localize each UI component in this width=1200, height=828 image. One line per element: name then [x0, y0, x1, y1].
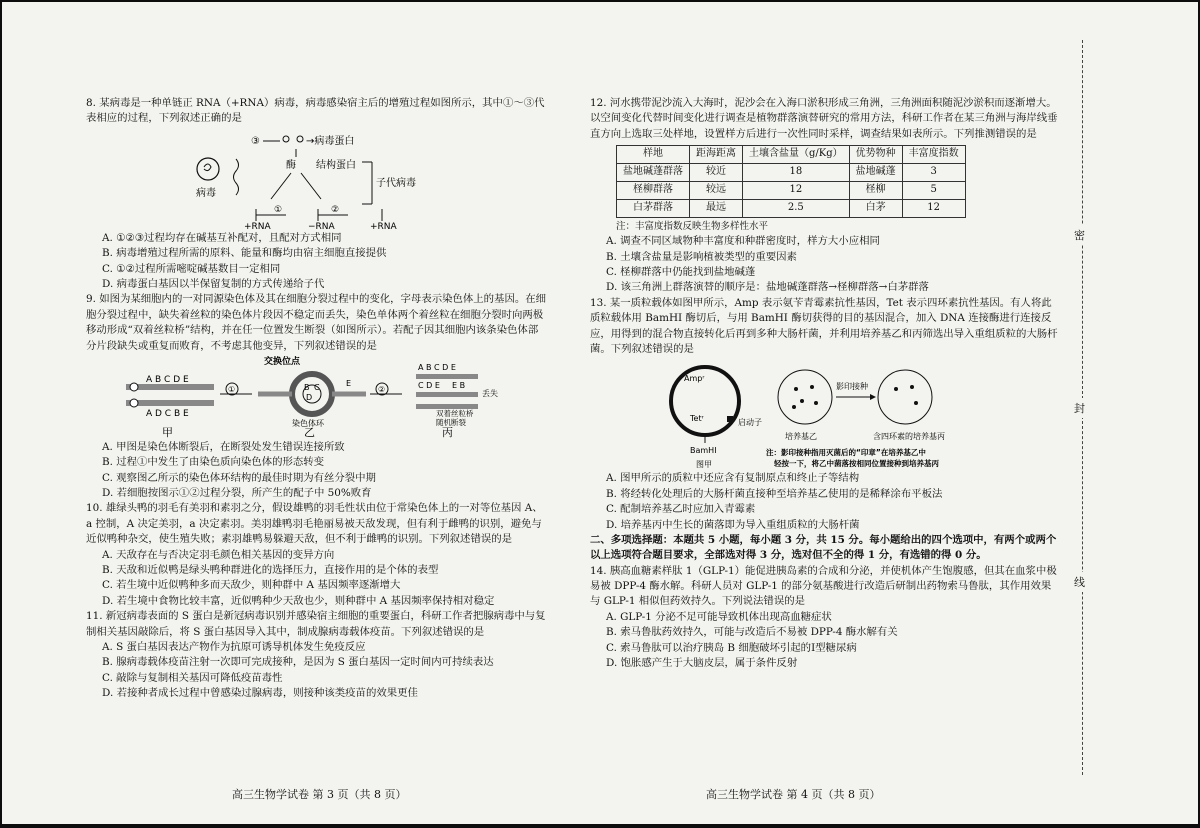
table-cell: 较近: [690, 164, 743, 182]
virus-replication-diagram: [86, 129, 548, 229]
q14-option-a[interactable]: A. GLP-1 分泌不足可能导致机体出现高血糖症状: [606, 610, 832, 623]
q14-option-c[interactable]: C. 索马鲁肽可以治疗胰岛 B 细胞破坏引起的Ⅰ型糖尿病: [606, 641, 857, 654]
fig-yi: 乙: [304, 425, 315, 438]
table-header-cell: 样地: [617, 146, 690, 164]
table-cell: 3: [902, 164, 965, 182]
fig-tet: Tetʳ: [690, 414, 704, 424]
q13-option-c[interactable]: C. 配制培养基乙时应加入青霉素: [606, 503, 756, 516]
fig-rna-pos2: +RNA: [370, 221, 397, 229]
fig-step2: ②: [378, 384, 386, 394]
fig-promoter: 启动子: [738, 418, 762, 428]
fig-progeny: 子代病毒: [376, 177, 416, 189]
chromosome-bridge-diagram: [86, 356, 548, 438]
fig-cross-site: 交换位点: [264, 356, 301, 367]
fig-yi-b: B: [304, 382, 310, 392]
fig-replica: 影印接种: [836, 382, 868, 392]
table-cell: 较远: [690, 182, 743, 200]
q8-options: [86, 231, 548, 293]
q14-stem: 14. 胰高血糖素样肽 1（GLP-1）能促进胰岛素的合成和分泌，并使机体产生饱腹感，但其在血浆中极易被 DPP-4 酶水解。科研人员对 GLP-1 的部分氨基酸进行改造后研制出药物索马鲁肽，其作用效果与 GLP-1 相似但药效持久。下列说法错误的是: [590, 564, 1057, 608]
q12-option-d[interactable]: D. 该三角洲上群落演替的顺序是：盐地碱蓬群落→柽柳群落→白茅群落: [606, 281, 929, 294]
q12-options: [590, 234, 1060, 296]
left-column: [86, 96, 548, 702]
table-cell: 2.5: [743, 200, 850, 218]
q9-figure: [86, 356, 548, 438]
q11-option-b[interactable]: B. 腺病毒载体疫苗注射一次即可完成接种，是因为 S 蛋白基因一定时间内可持续表达: [102, 656, 494, 669]
table-header-cell: 丰富度指数: [902, 146, 965, 164]
q9-stem: 9. 如图为某细胞内的一对同源染色体及其在细胞分裂过程中的变化，字母表示染色体上的基因。在细胞分裂过程中，缺失着丝粒的染色体片段因不稳定而丢失，染色单体两个着丝粒在细胞分裂时向两极移动形成“双着丝粒桥”结构，并在任一位置发生断裂（如图所示）。若配子因其细胞内该条染色体部分片段缺失或重复而败育，不考虑其他变异，下列叙述错误的是: [86, 293, 547, 352]
fig-yi-c: C: [314, 382, 320, 392]
table-header-cell: 距海距离: [690, 146, 743, 164]
q8-option-c[interactable]: C. ①②过程所需嘧啶碱基数目一定相同: [102, 262, 281, 275]
fig-c1: ①: [274, 204, 283, 215]
table-cell: 盐地碱蓬: [849, 164, 902, 182]
q8-stem: 8. 某病毒是一种单链正 RNA（+RNA）病毒，病毒感染宿主后的增殖过程如图所示，其中①～③代表相应的过程，下列叙述正确的是: [86, 97, 545, 125]
fig-top-genes: A B C D E: [146, 374, 189, 385]
table-cell: 5: [902, 182, 965, 200]
q13-options: [590, 471, 1060, 533]
fig-rna-pos1: +RNA: [244, 221, 271, 229]
fig-virus: 病毒: [196, 187, 216, 199]
q8-figure: [86, 129, 548, 229]
fig-amp: Ampʳ: [684, 374, 705, 384]
fig-bing-top: A B C D E: [418, 362, 456, 372]
q10-option-d[interactable]: D. 若生境中食物比较丰富，近似鸭种少天敌也少，则种群中 A 基因频率保持相对稳定: [102, 594, 495, 607]
q13-stem: 13. 某一质粒载体如图甲所示，Amp 表示氨苄青霉素抗性基因，Tet 表示四环素抗性基因。有人将此质粒载体用 BamHI 酶切后，与用 BamHI 酶切获得的目的基因混合，加入 DNA 连接酶进行连接反应，用得到的混合物直接转化后再到多种大肠杆菌，并利用培养基乙和丙筛选出导入重组质粒的大肠杆菌。下列叙述错误的是: [590, 296, 1058, 355]
q13-option-a[interactable]: A. 图甲所示的质粒中还应含有复制原点和终止子等结构: [606, 472, 860, 485]
q14-options: [590, 610, 1060, 672]
q12-option-b[interactable]: B. 土壤含盐量是影响植被类型的重要因素: [606, 250, 797, 263]
table-cell: 18: [743, 164, 850, 182]
q12-note: 注：丰富度指数反映生物多样性水平: [616, 221, 769, 233]
fig-struct-protein: 结构蛋白: [316, 159, 356, 171]
fig-bamhi: BamHI: [690, 446, 717, 456]
q14-option-b[interactable]: B. 索马鲁肽药效持久，可能与改造后不易被 DPP-4 酶水解有关: [606, 626, 898, 639]
q14-option-d[interactable]: D. 饱胀感产生于大脑皮层，属于条件反射: [606, 657, 798, 670]
fig-yi-d: D: [306, 392, 313, 402]
q12-table: [616, 145, 966, 218]
table-cell: 白茅群落: [617, 200, 690, 218]
q10-options: [86, 548, 548, 610]
table-cell: 白茅: [849, 200, 902, 218]
fig-lost: 丢失: [482, 388, 498, 398]
q11-option-d[interactable]: D. 若接种者成长过程中曾感染过腺病毒，则接种该类疫苗的效果更佳: [102, 687, 418, 700]
q10-option-b[interactable]: B. 天敌和近似鸭是绿头鸭种群进化的选择压力，直接作用的是个体的表型: [102, 564, 439, 577]
q9-option-d[interactable]: D. 若细胞按图示①②过程分裂，所产生的配子中 50%败育: [102, 487, 372, 500]
q9-option-c[interactable]: C. 观察图乙所示的染色体环结构的最佳时期为有丝分裂中期: [102, 471, 376, 484]
q8-option-a[interactable]: A. ①②③过程均存在碱基互补配对，且配对方式相同: [102, 231, 342, 244]
fig-step1: ①: [228, 384, 236, 394]
fig-virus-protein: →病毒蛋白: [306, 135, 355, 147]
q10-option-c[interactable]: C. 若生境中近似鸭种多而天敌少，则种群中 A 基因频率逐渐增大: [102, 579, 401, 592]
fig-bing: 丙: [442, 425, 453, 438]
seal-char-feng: 封: [1074, 398, 1085, 418]
q12-stem: 12. 河水携带泥沙流入大海时，泥沙会在入海口淤积形成三角洲，三角洲面积随泥沙淤积而逐渐增大。以空间变化代替时间变化进行调查是植物群落演替研究的常用方法，科研工作者在某三角洲与海岸线垂直方向上选取三处样地，设置样方后进行一次性同时采样，调查结果如表所示。下列推测错误的是: [590, 97, 1058, 140]
q13-option-b[interactable]: B. 将经转化处理后的大肠杆菌直接种至培养基乙使用的是稀释涂布平板法: [606, 487, 943, 500]
fig-bridge: 双着丝粒桥: [436, 408, 474, 418]
q11-options: [86, 640, 548, 702]
table-header-row: [617, 146, 966, 164]
table-header-cell: 土壤含盐量（g/Kg）: [743, 146, 850, 164]
fig-rna-neg: −RNA: [308, 221, 335, 229]
section-2-heading: 二、多项选择题：本题共 5 小题，每小题 3 分，共 15 分。每小题给出的四个选项中，有两个或两个以上选项符合题目要求，全部选对得 3 分，选对但不全的得 1 分，有选错的得 0 分。: [590, 533, 1057, 562]
fig-enzyme: 酶: [286, 159, 296, 171]
seal-char-xian: 线: [1074, 572, 1085, 592]
fig-medium-c: 含四环素的培养基丙: [873, 432, 945, 442]
q8-option-b[interactable]: B. 病毒增殖过程所需的原料、能量和酶均由宿主细胞直接提供: [102, 247, 387, 260]
fig-note-1: 注：影印接种指用灭菌后的“印章”在培养基乙中: [766, 448, 926, 458]
q12-option-c[interactable]: C. 柽柳群落中仍能找到盐地碱蓬: [606, 266, 756, 278]
q13-option-d[interactable]: D. 培养基丙中生长的菌落即为导入重组质粒的大肠杆菌: [606, 518, 860, 531]
table-cell: 12: [743, 182, 850, 200]
fig-medium-b: 培养基乙: [785, 432, 817, 442]
q10-stem: 10. 雄绿头鸭的羽毛有美羽和素羽之分，假设雄鸭的羽毛性状由位于常染色体上的一对等位基因 A、a 控制，A 决定美羽，a 决定素羽。美羽雄鸭羽毛艳丽易被天敌发现，但有利于雌鸭的识别，避免与近似鸭种杂交，使生殖失败；素羽雄鸭易躲避天敌，但不利于雌鸭的识别。下列叙述错误的是: [86, 502, 543, 546]
q9-option-b[interactable]: B. 过程①中发生了由染色质向染色体的形态转变: [102, 456, 325, 469]
fig-jia: 图甲: [696, 460, 712, 470]
seal-char-mi: 密: [1074, 225, 1085, 245]
table-cell: 12: [902, 200, 965, 218]
fig-bot-genes: A D C B E: [146, 408, 189, 419]
table-cell: 最远: [690, 200, 743, 218]
fig-jia: 甲: [162, 425, 173, 438]
page-footer-left: 高三生物学试卷 第 3 页（共 8 页）: [232, 788, 407, 801]
table-row: [617, 164, 966, 182]
q9-options: [86, 440, 548, 502]
q11-option-c[interactable]: C. 敲除与复制相关基因可降低疫苗毒性: [102, 671, 283, 684]
plasmid-replica-diagram: [590, 359, 1060, 469]
right-column: [590, 96, 1060, 671]
table-cell: 柽柳: [849, 182, 902, 200]
q11-stem: 11. 新冠病毒表面的 S 蛋白是新冠病毒识别并感染宿主细胞的重要蛋白，科研工作者把腺病毒中与复制相关基因敲除后，将 S 蛋白基因导入其中，制成腺病毒载体疫苗。下列叙述错误的是: [86, 610, 546, 638]
page-footer-right: 高三生物学试卷 第 4 页（共 8 页）: [706, 788, 881, 801]
fig-yi-e: E: [346, 378, 352, 388]
fig-note-2: 轻按一下，将乙中菌落按相同位置接种到培养基丙: [774, 459, 939, 469]
fig-ring: 染色体环: [292, 418, 324, 428]
table-header-cell: 优势物种: [849, 146, 902, 164]
q10-option-a[interactable]: A. 天敌存在与否决定羽毛颜色相关基因的变异方向: [102, 548, 335, 561]
q13-figure: [590, 359, 1060, 469]
fig-c2: ②: [331, 204, 340, 215]
fig-c3: ③: [251, 135, 260, 147]
table-cell: 盐地碱蓬群落: [617, 164, 690, 182]
fig-bing-mid: C D E: [418, 380, 440, 390]
q12-option-a[interactable]: A. 调查不同区域物种丰富度和种群密度时，样方大小应相同: [606, 235, 880, 248]
fig-bing-mid2: E B: [452, 380, 466, 390]
q9-option-a[interactable]: A. 甲图是染色体断裂后，在断裂处发生错误连接所致: [102, 440, 345, 453]
fig-random: 随机断裂: [436, 417, 466, 427]
table-row: [617, 182, 966, 200]
table-cell: 柽柳群落: [617, 182, 690, 200]
q8-option-d[interactable]: D. 病毒蛋白基因以半保留复制的方式传递给子代: [102, 277, 325, 290]
table-row: [617, 200, 966, 218]
q11-option-a[interactable]: A. S 蛋白基因表达产物作为抗原可诱导机体发生免疫反应: [102, 640, 366, 653]
